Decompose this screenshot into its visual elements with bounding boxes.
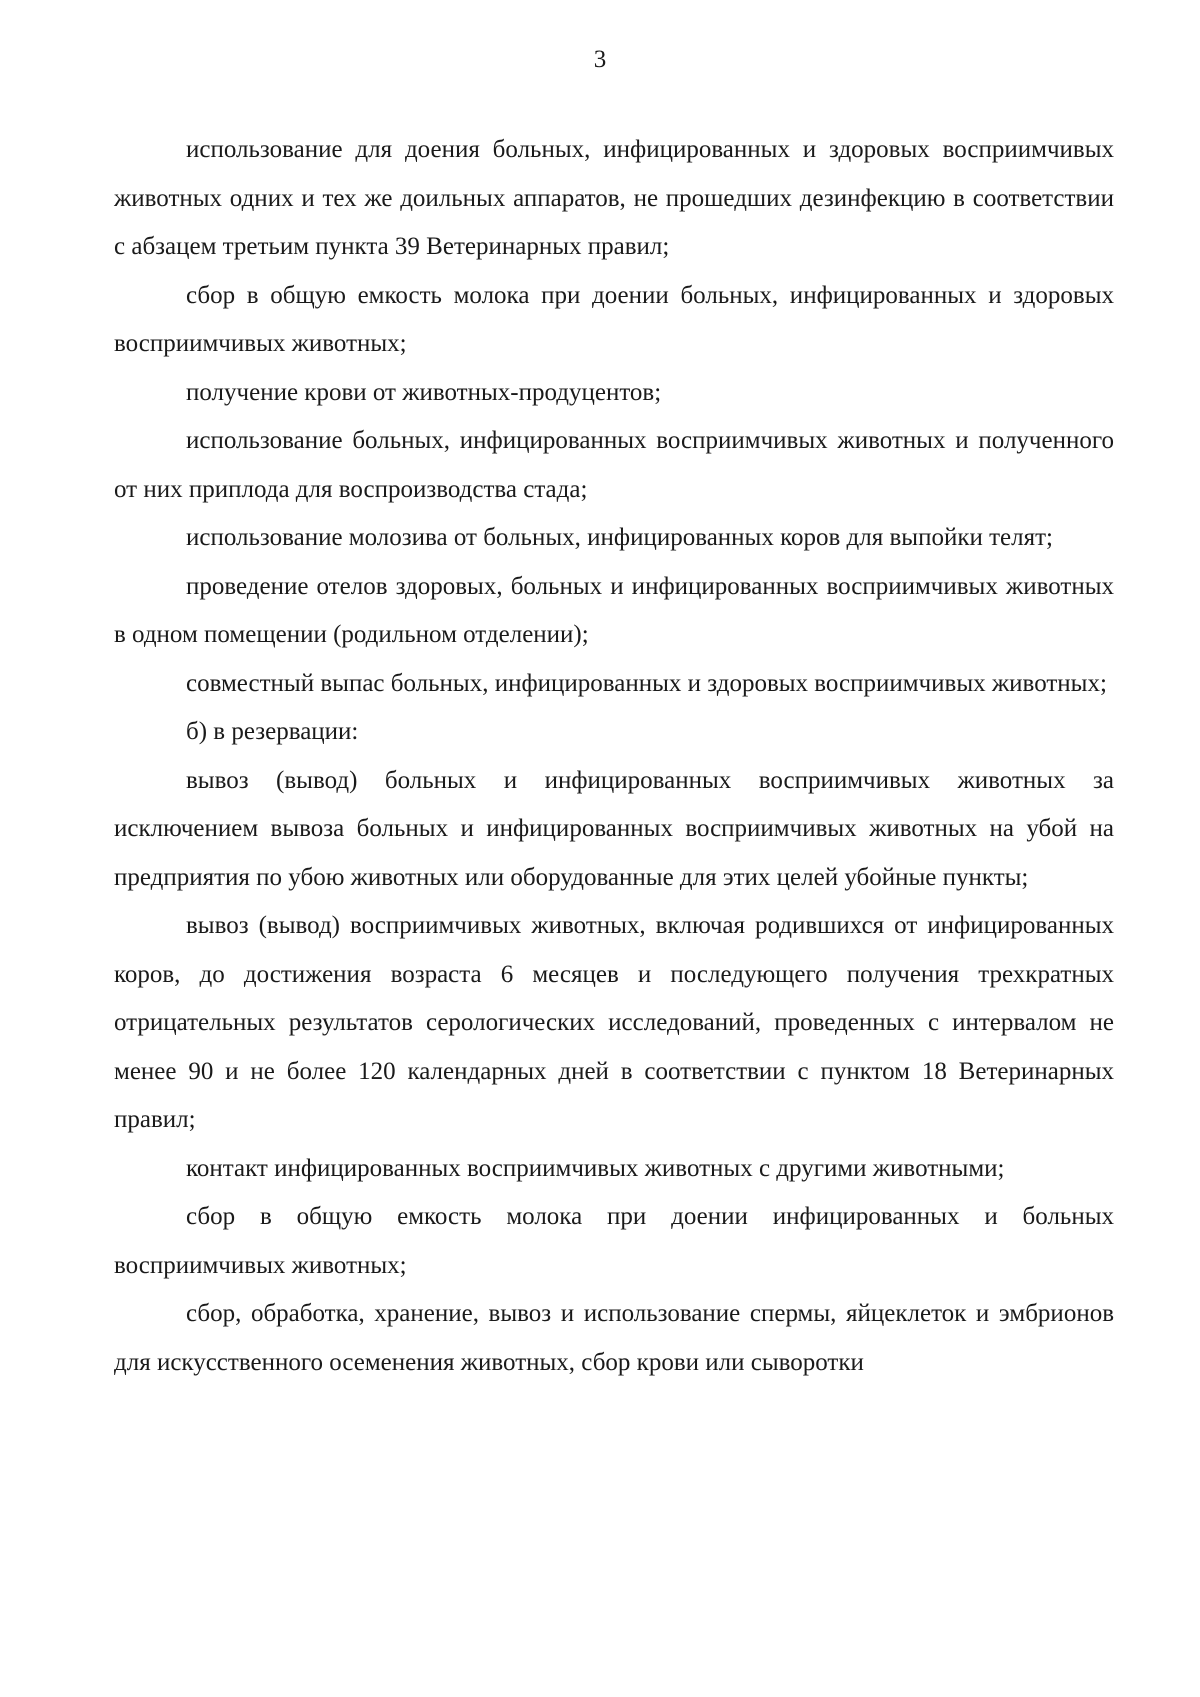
- paragraph: проведение отелов здоровых, больных и инфицированных восприимчивых животных в одном помещении (родильном отделении);: [114, 572, 1114, 648]
- page-number: 3: [593, 46, 607, 73]
- paragraph: получение крови от животных-продуцентов;: [186, 378, 662, 406]
- paragraph: сбор в общую емкость молока при доении инфицированных и больных восприимчивых животных;: [114, 1203, 1114, 1279]
- paragraph: использование для доения больных, инфицированных и здоровых восприимчивых животных одних и тех же доильных аппаратов, не прошедших дезинфекцию в соответствии с абзацем третьим пункта 39 Ветеринарных правил;: [114, 136, 1114, 260]
- paragraph: использование молозива от больных, инфицированных коров для выпойки телят;: [186, 524, 1053, 551]
- paragraph: вывоз (вывод) восприимчивых животных, включая родившихся от инфицированных коров, до достижения возраста 6 месяцев и последующего получения трехкратных отрицательных результатов серологических исследований, проведенных с интервалом не менее 90 и не более 120 календарных дней в соответствии с пунктом 18 Ветеринарных правил;: [114, 912, 1114, 1133]
- paragraph: совместный выпас больных, инфицированных и здоровых восприимчивых животных;: [186, 669, 1107, 697]
- paragraph: вывоз (вывод) больных и инфицированных восприимчивых животных за исключением вывоза больных и инфицированных восприимчивых животных на убой на предприятия по убою животных или оборудованные для этих целей убойные пункты;: [114, 766, 1114, 891]
- paragraph: использование больных, инфицированных восприимчивых животных и полученного от них приплода для воспроизводства стада;: [114, 427, 1114, 503]
- section-heading: б) в резервации:: [186, 718, 359, 745]
- document-body: [114, 126, 1114, 1387]
- paragraph: сбор, обработка, хранение, вывоз и использование спермы, яйцеклеток и эмбрионов для искусственного осеменения животных, сбор крови или сыворотки: [114, 1300, 1114, 1376]
- paragraph: контакт инфицированных восприимчивых животных с другими животными;: [186, 1154, 1005, 1182]
- paragraph: сбор в общую емкость молока при доении больных, инфицированных и здоровых восприимчивых животных;: [114, 281, 1114, 357]
